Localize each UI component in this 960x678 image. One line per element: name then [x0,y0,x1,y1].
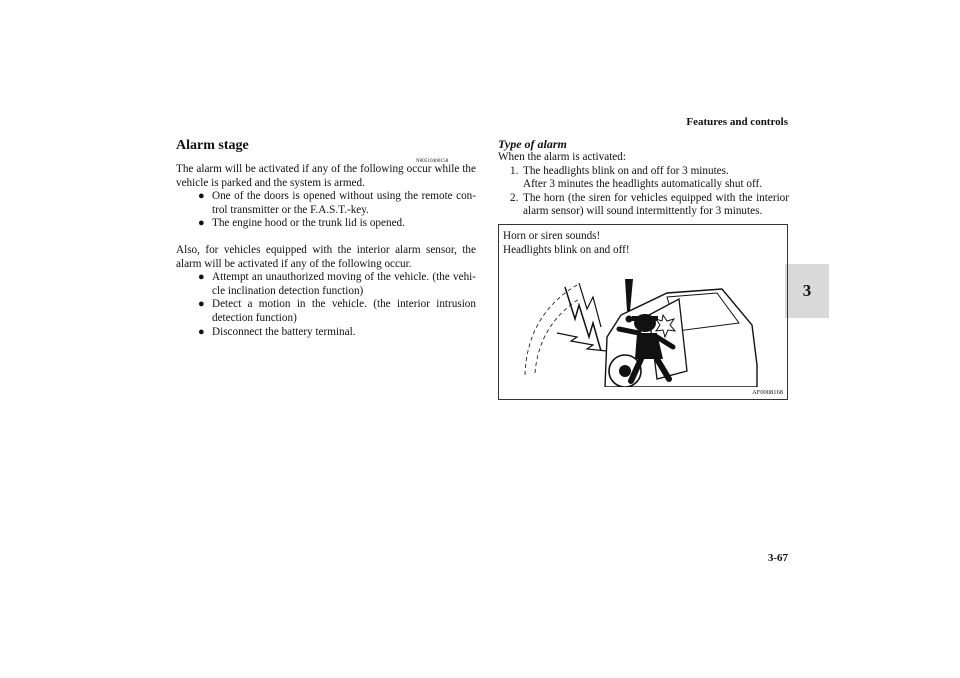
step-number: 2. [510,191,519,204]
thief-car-alarm-illustration [517,275,767,387]
alarm-illustration-figure [498,224,788,400]
interior-trigger-list [176,271,476,339]
alarm-steps [498,165,789,219]
figure-caption-line-2: Headlights blink on and off! [503,244,630,256]
chapter-number: 3 [802,281,812,300]
type-of-alarm-intro: When the alarm is activated: [498,151,626,163]
chapter-tab [785,264,829,318]
list-item [498,192,789,219]
step-number: 1. [510,164,519,177]
trigger-list [176,190,476,231]
figure-code: AF0008168 [751,389,783,396]
figure-caption-line-1: Horn or siren sounds! [503,230,601,242]
interior-sensor-paragraph: Also, for vehicles equipped with the interior alarm sensor, the alarm will be activated if any of the following occur. [176,243,476,270]
list-item [498,165,789,192]
step-text: The horn (the siren for vehicles equipped with the interior alarm sensor) will sound intermittently for 3 minutes. [523,191,789,218]
list-item: ● Disconnect the battery terminal. [176,326,476,340]
list-item: ● Detect a motion in the vehicle. (the interior intrusion detection function) [176,298,476,325]
right-column [498,137,789,219]
step-text: The headlights blink on and off for 3 minutes. [523,164,729,177]
list-item: ● Attempt an unauthorized moving of the vehicle. (the vehi-cle inclination detection function) [176,271,476,298]
list-item: ● One of the doors is opened without using the remote con-trol transmitter or the F.A.S.T.-key. [176,190,476,217]
figure-caption [503,229,630,257]
page-number: 3-67 [767,552,788,564]
list-item: ● The engine hood or the trunk lid is opened. [176,217,476,231]
running-header: Features and controls [686,116,788,128]
step-subtext: After 3 minutes the headlights automatically shut off. [523,178,763,191]
left-column [176,137,476,339]
doc-code: N00510400158 [416,159,449,164]
type-of-alarm-heading: Type of alarm [498,137,567,151]
alarm-stage-heading: Alarm stage [176,138,249,153]
alarm-stage-intro: The alarm will be activated if any of the following occur while the vehicle is parked and the system is armed. [176,163,476,189]
